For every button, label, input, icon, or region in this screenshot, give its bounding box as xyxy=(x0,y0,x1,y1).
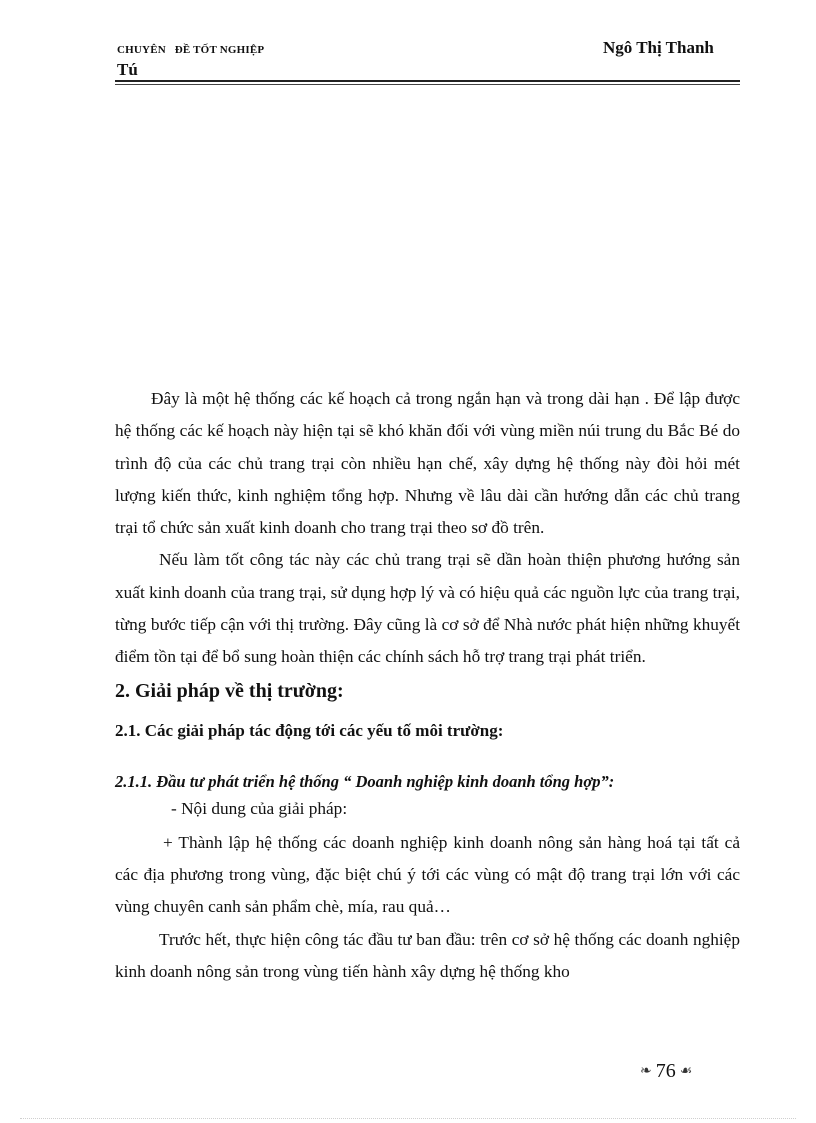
paragraph: + Thành lập hệ thống các doanh nghiệp kinh doanh nông sản hàng hoá tại tất cả các địa phương trong vùng, đặc biệt chú ý tới các vùng có mật độ trang trại lớn với các vùng chuyên canh sản phẩm chè, mía, rau quả… xyxy=(115,832,740,917)
header-rule-thin xyxy=(115,84,740,85)
page-edge-divider xyxy=(20,1118,796,1119)
page-footer xyxy=(640,1060,692,1083)
header-rule-thick xyxy=(115,80,740,82)
header-author: Ngô Thị Thanh xyxy=(603,38,714,57)
section-heading: 2. Giải pháp về thị trường: xyxy=(115,679,344,702)
header-author-lastname: Tú xyxy=(117,60,138,79)
page-number: 76 xyxy=(655,1060,676,1082)
subsection-heading: 2.1. Các giải pháp tác động tới các yếu tố môi trường: xyxy=(115,720,504,740)
page-body xyxy=(115,383,740,988)
ornament-left-icon: ❧ xyxy=(640,1064,652,1079)
bullet-item: - Nội dung của giải pháp: xyxy=(171,798,348,818)
paragraph: Đây là một hệ thống các kế hoạch cả trong ngắn hạn và trong dài hạn . Để lập được hệ thống các kế hoạch này hiện tại sẽ khó khăn đối với vùng miền núi trung du Bắc Bé do trình độ của các chủ trang trại còn nhiều hạn chế, xây dựng hệ thống này đòi hỏi mét lượng kiến thức, kinh nghiệm tổng hợp. Nhưng về lâu dài cần hướng dẫn các chủ trang trại tổ chức sản xuất kinh doanh cho trang trại theo sơ đồ trên. xyxy=(115,389,740,538)
header-title: CHUYÊN ĐỀ TỐT NGHIỆP xyxy=(117,44,265,56)
paragraph: Trước hết, thực hiện công tác đầu tư ban đầu: trên cơ sở hệ thống các doanh nghiệp kinh doanh nông sản trong vùng tiến hành xây dựng hệ thống kho xyxy=(115,929,740,981)
ornament-right-icon: ☙ xyxy=(679,1064,693,1079)
paragraph: Nếu làm tốt công tác này các chủ trang trại sẽ dần hoàn thiện phương hướng sản xuất kinh doanh của trang trại, sử dụng hợp lý và có hiệu quả các nguồn lực của trang trại, từng bước tiếp cận với thị trường. Đây cũng là cơ sở để Nhà nước phát hiện những khuyết điểm tồn tại để bổ sung hoàn thiện các chính sách hỗ trợ trang trại phát triển. xyxy=(115,550,740,667)
subsubsection-heading: 2.1.1. Đầu tư phát triển hệ thống “ Doanh nghiệp kinh doanh tổng hợp”: xyxy=(115,771,615,791)
